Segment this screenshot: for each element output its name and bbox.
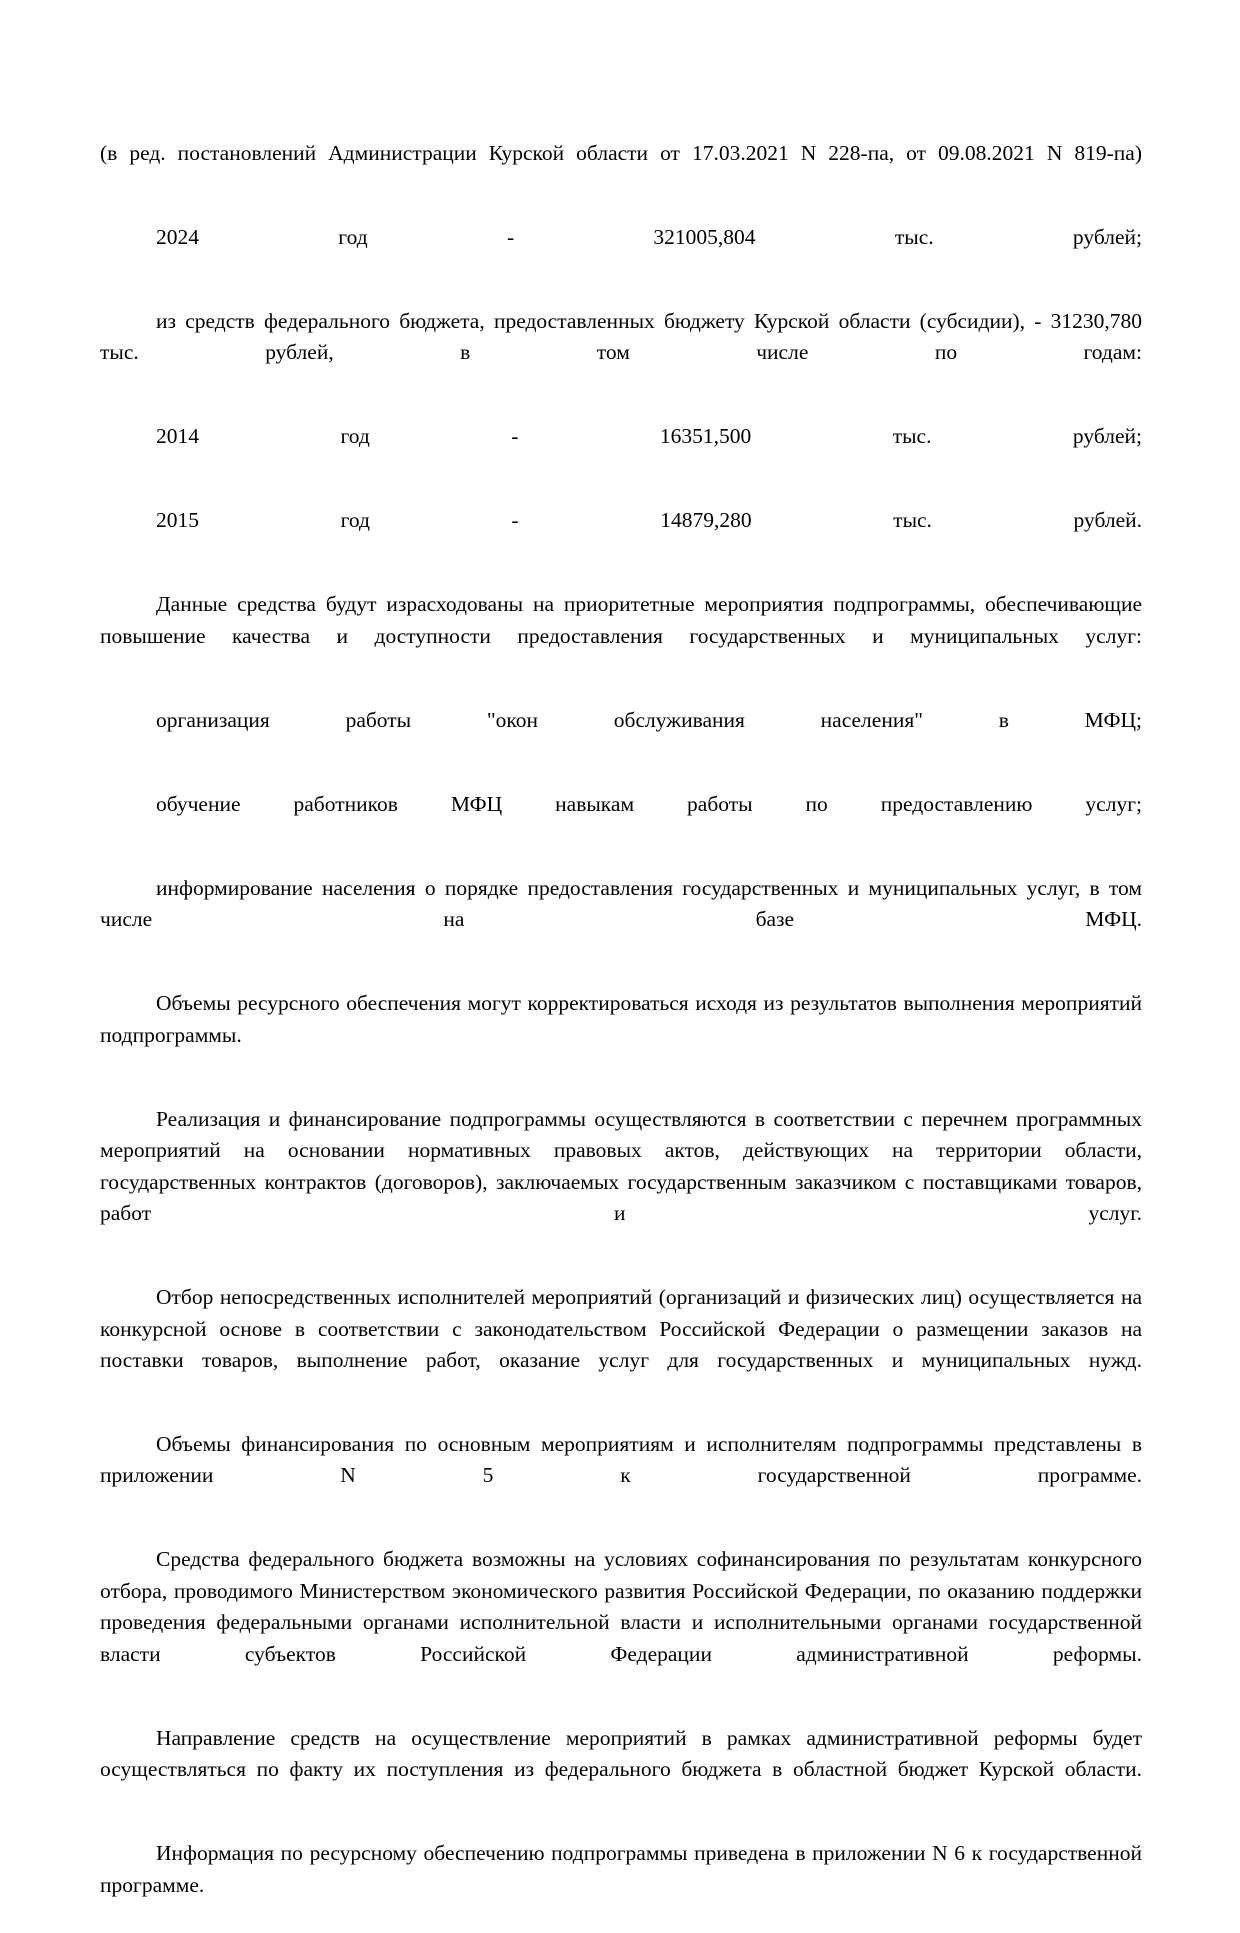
paragraph-measure-service-windows: организация работы "окон обслуживания населения" в МФЦ; [156, 707, 1142, 732]
paragraph-year-2015-amount: 2015 год - 14879,280 тыс. рублей. [156, 508, 1142, 533]
paragraph-amendment-note: (в ред. постановлений Администрации Курской области от 17.03.2021 N 228-па, от 09.08.2021 N 819-па) [100, 141, 1142, 165]
paragraph-financing-volumes-appendix-5: Объемы финансирования по основным мероприятиям и исполнителям подпрограммы представлены в приложении N 5 к государственной программе. [100, 1431, 1142, 1488]
paragraph-year-2024-amount: 2024 год - 321005,804 тыс. рублей; [156, 224, 1142, 249]
paragraph-measure-staff-training: обучение работников МФЦ навыкам работы по предоставлению услуг; [156, 791, 1142, 816]
paragraph-federal-budget-subsidies: из средств федерального бюджета, предоставленных бюджету Курской области (субсидии), - 31230,780 тыс. рублей, в том числе по годам: [100, 308, 1142, 365]
document-body [100, 138, 1142, 1933]
paragraph-contractor-selection: Отбор непосредственных исполнителей мероприятий (организаций и физических лиц) осуществляется на конкурсной основе в соответствии с законодательством Российской Федерации о размещении заказов на поставки товаров, выполнение работ, оказание услуг для государственных и муниципальных нужд. [100, 1285, 1142, 1373]
paragraph-funds-allocation-admin-reform: Направление средств на осуществление мероприятий в рамках административной реформы будет осуществляться по факту их поступления из федерального бюджета в областной бюджет Курской области. [100, 1725, 1142, 1782]
paragraph-year-2014-amount: 2014 год - 16351,500 тыс. рублей; [156, 424, 1142, 449]
paragraph-federal-cofinancing: Средства федерального бюджета возможны на условиях софинансирования по результатам конкурсного отбора, проводимого Министерством экономического развития Российской Федерации, по оказанию поддержки проведения федеральными органами исполнительной власти и исполнительными органами государственной власти субъектов Российской Федерации административной реформы. [100, 1547, 1142, 1666]
paragraph-implementation-and-financing: Реализация и финансирование подпрограммы осуществляются в соответствии с перечнем программных мероприятий на основании нормативных правовых актов, действующих на территории области, государственных контрактов (договоров), заключаемых государственным заказчиком с поставщиками товаров, работ и услуг. [100, 1106, 1142, 1226]
paragraph-resource-information-appendix-6: Информация по ресурсному обеспечению подпрограммы приведена в приложении N 6 к государственной программе. [100, 1841, 1142, 1897]
paragraph-priority-measures-intro: Данные средства будут израсходованы на приоритетные мероприятия подпрограммы, обеспечивающие повышение качества и доступности предоставления государственных и муниципальных услуг: [100, 592, 1142, 648]
paragraph-resource-volumes-adjustment: Объемы ресурсного обеспечения могут корректироваться исходя из результатов выполнения мероприятий подпрограммы. [100, 991, 1142, 1047]
paragraph-measure-public-information: информирование населения о порядке предоставления государственных и муниципальных услуг, в том числе на базе МФЦ. [100, 875, 1142, 932]
